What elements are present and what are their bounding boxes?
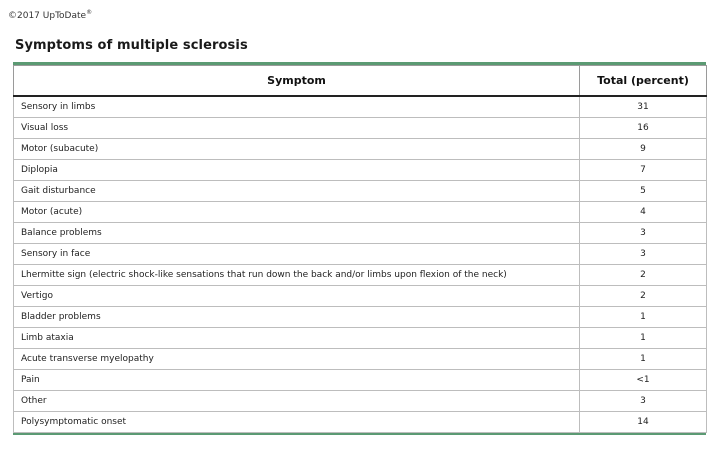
table-row [14, 244, 707, 265]
total-percent-cell: 3 [580, 223, 707, 244]
symptom-cell: Motor (acute) [14, 202, 580, 223]
table-row [14, 307, 707, 328]
total-percent-cell: 2 [580, 265, 707, 286]
header-symptom: Symptom [14, 66, 580, 97]
total-percent-cell: 5 [580, 181, 707, 202]
registered-mark: ® [86, 9, 93, 16]
symptom-cell: Balance problems [14, 223, 580, 244]
symptom-cell: Acute transverse myelopathy [14, 349, 580, 370]
total-percent-cell: 16 [580, 118, 707, 139]
symptom-cell: Sensory in limbs [14, 96, 580, 118]
total-percent-cell: 14 [580, 412, 707, 433]
table-row [14, 328, 707, 349]
total-percent-cell: 1 [580, 349, 707, 370]
symptom-cell: Vertigo [14, 286, 580, 307]
table-row [14, 349, 707, 370]
symptom-cell: Other [14, 391, 580, 412]
total-percent-cell: 31 [580, 96, 707, 118]
table-row [14, 391, 707, 412]
table-row [14, 96, 707, 118]
total-percent-cell: 7 [580, 160, 707, 181]
total-percent-cell: <1 [580, 370, 707, 391]
table-row [14, 181, 707, 202]
header-total-percent: Total (percent) [580, 66, 707, 97]
symptoms-table-container [13, 62, 706, 435]
table-row [14, 223, 707, 244]
total-percent-cell: 1 [580, 328, 707, 349]
table-row [14, 160, 707, 181]
symptom-cell: Limb ataxia [14, 328, 580, 349]
symptom-cell: Bladder problems [14, 307, 580, 328]
header-row [14, 66, 707, 97]
table-row [14, 118, 707, 139]
total-percent-cell: 3 [580, 391, 707, 412]
symptom-cell: Visual loss [14, 118, 580, 139]
table-row [14, 286, 707, 307]
table-row [14, 139, 707, 160]
symptom-cell: Pain [14, 370, 580, 391]
table-row [14, 412, 707, 433]
total-percent-cell: 2 [580, 286, 707, 307]
total-percent-cell: 3 [580, 244, 707, 265]
symptom-cell: Motor (subacute) [14, 139, 580, 160]
table-row [14, 370, 707, 391]
total-percent-cell: 1 [580, 307, 707, 328]
symptom-cell: Diplopia [14, 160, 580, 181]
symptom-cell: Lhermitte sign (electric shock-like sensations that run down the back and/or limbs upon flexion of the neck) [14, 265, 580, 286]
symptom-cell: Sensory in face [14, 244, 580, 265]
copyright-text: ©2017 UpToDate [8, 11, 87, 21]
table-body [14, 96, 707, 433]
copyright-notice [8, 9, 92, 21]
symptoms-table [13, 65, 707, 433]
symptom-cell: Polysymptomatic onset [14, 412, 580, 433]
total-percent-cell: 9 [580, 139, 707, 160]
total-percent-cell: 4 [580, 202, 707, 223]
table-row [14, 202, 707, 223]
table-row [14, 265, 707, 286]
table-title: Symptoms of multiple sclerosis [15, 38, 248, 53]
symptom-cell: Gait disturbance [14, 181, 580, 202]
